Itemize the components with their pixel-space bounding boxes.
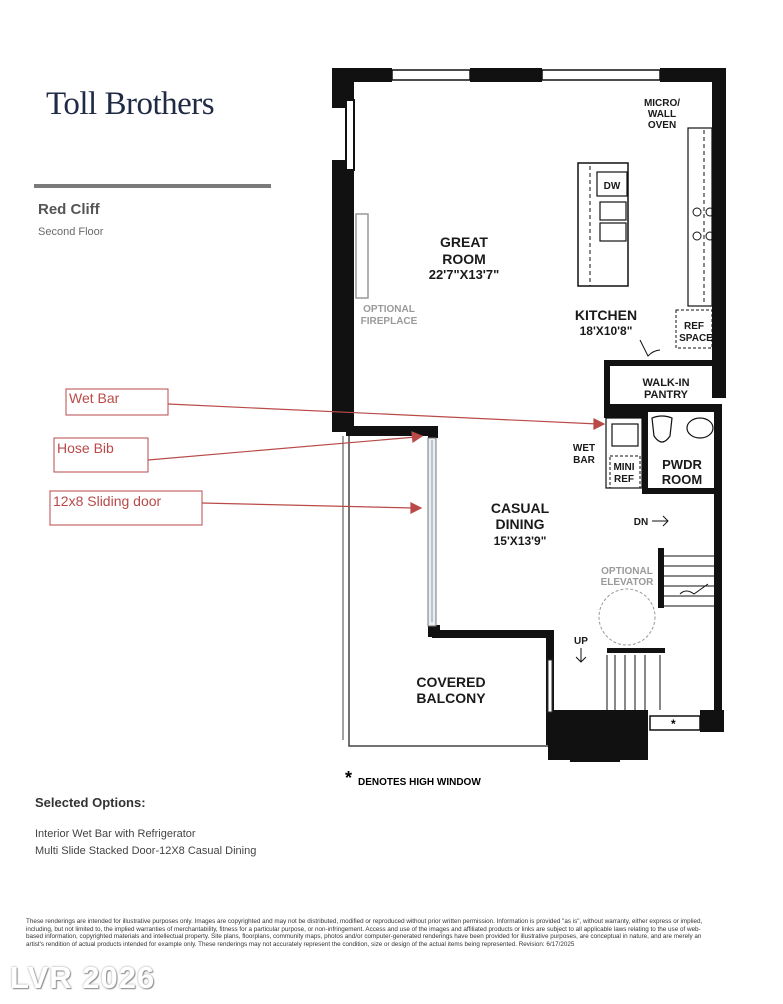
casual-dining-name-2: DINING xyxy=(495,516,545,532)
casual-dining-size: 15'X13'9" xyxy=(493,534,547,548)
micro-label-1: MICRO/ xyxy=(643,98,681,109)
optional-elevator-label-1: OPTIONAL xyxy=(601,566,653,577)
optional-fireplace xyxy=(356,214,368,298)
pwdr-room-name-2: ROOM xyxy=(661,472,703,487)
arrow-wet-bar xyxy=(168,404,598,424)
selected-option-item: Interior Wet Bar with Refrigerator xyxy=(35,828,196,840)
optional-fireplace-label-1: OPTIONAL xyxy=(363,304,415,315)
mini-ref-label-1: MINI xyxy=(613,462,635,473)
annotation-hose-bib: Hose Bib xyxy=(57,440,114,456)
kitchen-name: KITCHEN xyxy=(574,307,638,323)
selected-option-item: Multi Slide Stacked Door-12X8 Casual Dining xyxy=(35,845,257,857)
wet-bar-label-2: BAR xyxy=(573,455,595,466)
exterior-walls xyxy=(332,68,726,762)
optional-elevator-label-2: ELEVATOR xyxy=(600,577,654,588)
floor-label: Second Floor xyxy=(38,226,104,238)
pantry-name-1: WALK-IN xyxy=(642,377,690,389)
ref-space-label-2: SPACE xyxy=(679,333,713,344)
legal-disclaimer: These renderings are intended for illustrative purposes only. Images are copyrighted and may not be distributed, modified or reproduced without prior written permission. Information is provided "as is", without warranty, either express or implied, including, but not limited to, the implied warranties of merchantability, fitness for a particular purpose, or non-infringement. Access and use of the images and affiliated products or links are subject to all applicable laws relating to the use of web-based information, copyrighted materials and intellectual property. Site plans, floorplans, community maps, photos and/or computer-generated renderings have been provided for illustrative purposes, are conceptual in nature, and are merely an artist's rendition of actual products intended for example only. These renderings may not accurately represent the condition, size or design of the actual items being represented. Revision: 6/17/2025 xyxy=(26,918,703,948)
mini-ref-label-2: REF xyxy=(614,474,634,485)
up-arrow-icon xyxy=(576,648,586,662)
great-room-name-2: ROOM xyxy=(442,251,486,267)
covered-balcony-name-1: COVERED xyxy=(416,674,486,690)
selected-options-title: Selected Options: xyxy=(35,795,146,810)
dw-label: DW xyxy=(603,181,621,192)
casual-dining-name-1: CASUAL xyxy=(490,500,550,516)
arrow-hose-bib xyxy=(148,437,416,460)
arrow-sliding-door xyxy=(202,503,414,508)
legend-high-window: DENOTES HIGH WINDOW xyxy=(358,777,481,788)
pwdr-room-name-1: PWDR xyxy=(662,457,702,472)
toll-brothers-logo: Toll Brothers xyxy=(46,86,215,122)
annotation-wet-bar: Wet Bar xyxy=(69,390,120,406)
watermark: LVR 2026 xyxy=(10,960,156,995)
kitchen-size: 18'X10'8" xyxy=(579,324,633,338)
sink-icon xyxy=(687,418,713,438)
high-window-star: * xyxy=(671,717,676,731)
dn-label: DN xyxy=(633,517,649,528)
project-name: Red Cliff xyxy=(38,201,100,218)
toilet-icon xyxy=(652,416,672,442)
micro-label-2: WALL xyxy=(647,109,677,120)
up-label: UP xyxy=(574,636,588,647)
optional-elevator-circle xyxy=(599,589,655,645)
great-room-size: 22'7"X13'7" xyxy=(428,267,500,282)
down-arrow-icon xyxy=(652,516,668,526)
legend-star: * xyxy=(345,768,353,788)
back-counter xyxy=(688,128,712,306)
annotation-sliding-door: 12x8 Sliding door xyxy=(53,493,162,509)
wet-bar-label-1: WET xyxy=(572,443,596,454)
ref-space-label-1: REF xyxy=(684,321,704,332)
great-room-name-1: GREAT xyxy=(440,234,488,250)
covered-balcony-name-2: BALCONY xyxy=(416,690,486,706)
optional-fireplace-label-2: FIREPLACE xyxy=(360,316,418,327)
micro-label-3: OVEN xyxy=(647,120,677,131)
pantry-name-2: PANTRY xyxy=(644,389,688,401)
